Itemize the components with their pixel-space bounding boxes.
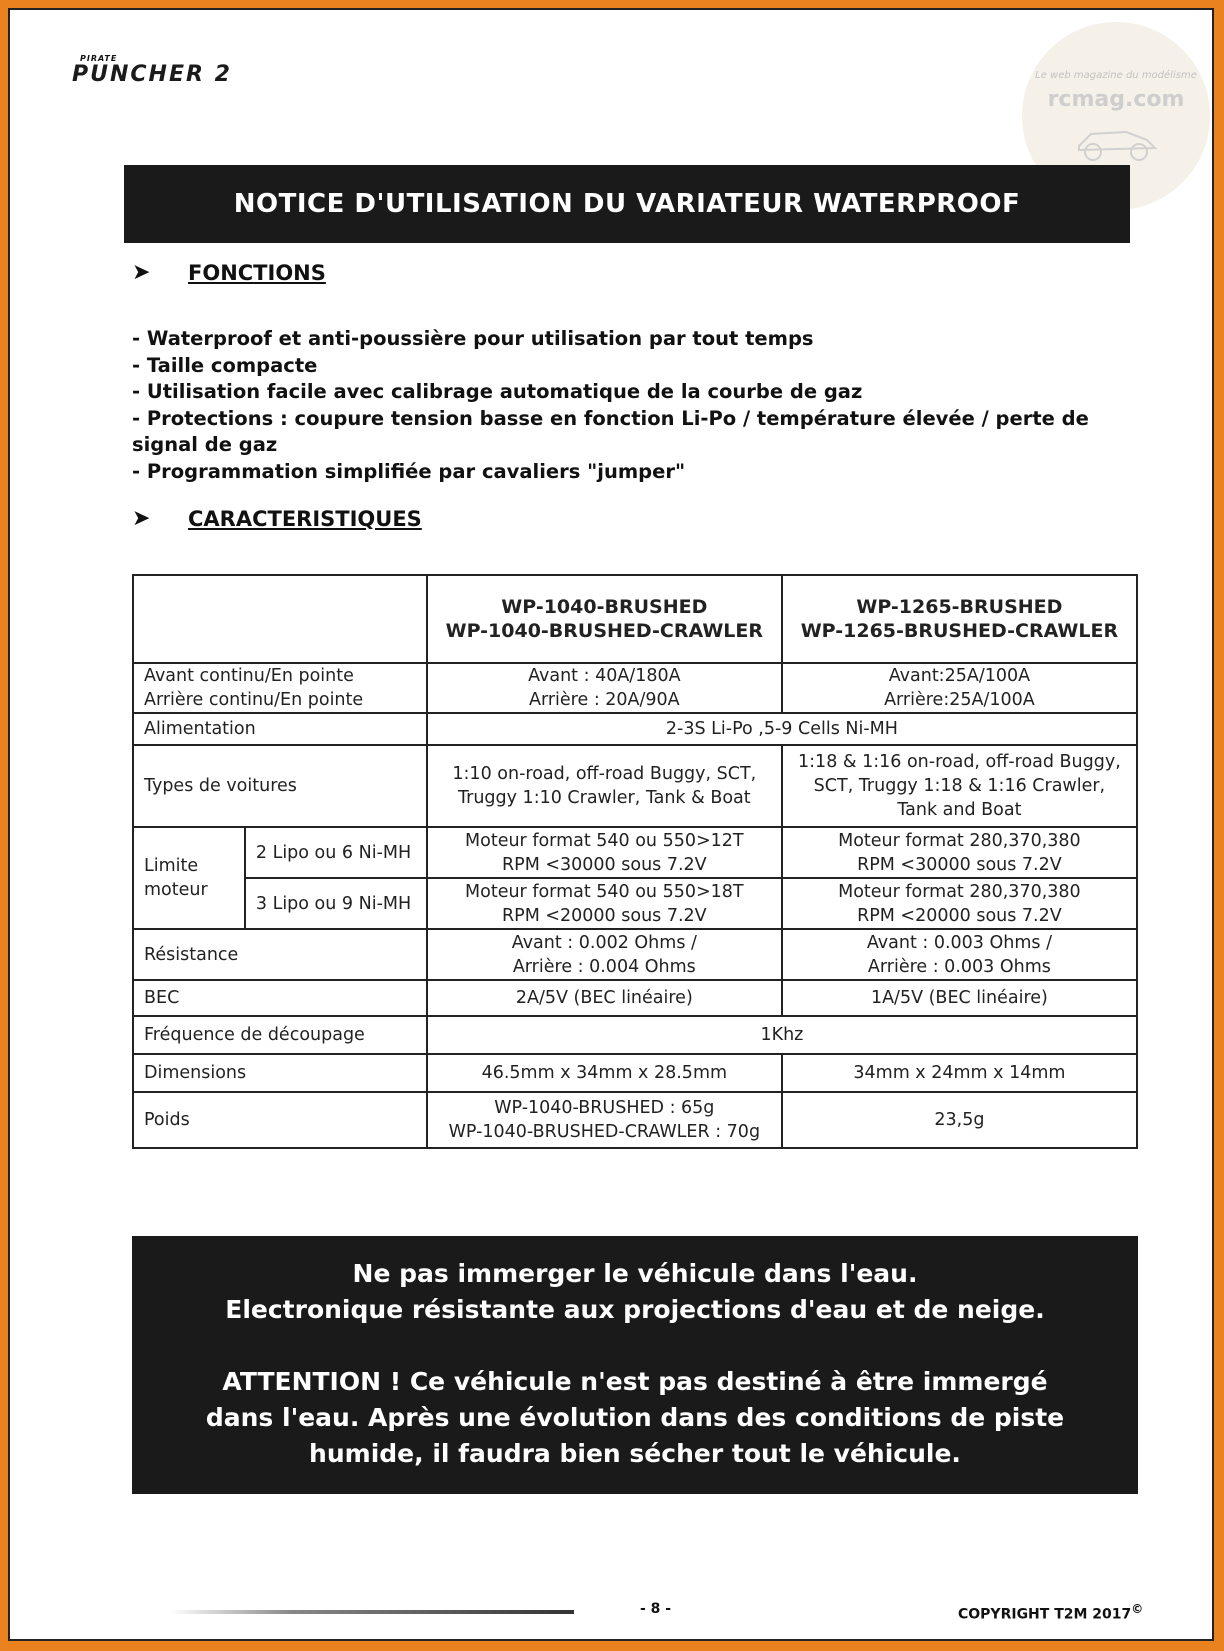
table-row bbox=[133, 1092, 1137, 1148]
list-item: - Programmation simplifiée par cavaliers "jumper" bbox=[132, 459, 686, 483]
specs-table bbox=[132, 574, 1138, 1149]
table-corner-cell bbox=[133, 575, 427, 663]
rc-car-icon bbox=[1071, 118, 1161, 162]
warning-paragraph: Ne pas immerger le véhicule dans l'eau. Electronique résistante aux projections d'eau et de neige. bbox=[225, 1259, 1045, 1324]
copyright-notice: COPYRIGHT T2M 2017© bbox=[958, 1602, 1144, 1623]
row-sublabel: 2 Lipo ou 6 Ni-MH bbox=[245, 827, 427, 878]
table-cell: Moteur format 540 ou 550>18T RPM <20000 sous 7.2V bbox=[427, 878, 782, 929]
table-row bbox=[133, 929, 1137, 980]
footer-divider bbox=[170, 1610, 574, 1614]
list-item: - Taille compacte bbox=[132, 353, 318, 377]
row-label: Fréquence de découpage bbox=[133, 1016, 427, 1054]
table-cell: Moteur format 280,370,380 RPM <20000 sous 7.2V bbox=[782, 878, 1137, 929]
section-heading: CARACTERISTIQUES bbox=[188, 506, 422, 531]
page-number: - 8 - bbox=[640, 1601, 672, 1617]
table-cell: 2A/5V (BEC linéaire) bbox=[427, 980, 782, 1016]
table-cell: 1A/5V (BEC linéaire) bbox=[782, 980, 1137, 1016]
table-cell: 2-3S Li-Po ,5-9 Cells Ni-MH bbox=[427, 713, 1137, 745]
features-list bbox=[132, 326, 1092, 485]
table-header-row bbox=[133, 575, 1137, 663]
table-cell: Avant:25A/100A Arrière:25A/100A bbox=[782, 663, 1137, 713]
table-cell: 34mm x 24mm x 14mm bbox=[782, 1054, 1137, 1092]
table-cell: Moteur format 540 ou 550>12T RPM <30000 sous 7.2V bbox=[427, 827, 782, 878]
section-fonctions bbox=[132, 260, 326, 285]
brand-tag: PIRATE bbox=[80, 54, 118, 63]
table-cell: Avant : 0.002 Ohms / Arrière : 0.004 Ohms bbox=[427, 929, 782, 980]
table-row bbox=[133, 1016, 1137, 1054]
watermark-tagline: Le web magazine du modélisme bbox=[1035, 70, 1197, 81]
watermark-site: rcmag.com bbox=[1047, 87, 1185, 112]
table-row bbox=[133, 745, 1137, 827]
table-cell: WP-1040-BRUSHED : 65g WP-1040-BRUSHED-CRAWLER : 70g bbox=[427, 1092, 782, 1148]
table-row bbox=[133, 980, 1137, 1016]
document-page bbox=[8, 8, 1214, 1641]
list-item: - Utilisation facile avec calibrage automatique de la courbe de gaz bbox=[132, 380, 863, 403]
row-label: Alimentation bbox=[133, 713, 427, 745]
row-label: Poids bbox=[133, 1092, 427, 1148]
column-header: WP-1265-BRUSHED WP-1265-BRUSHED-CRAWLER bbox=[782, 575, 1137, 663]
section-caracteristiques bbox=[132, 506, 422, 531]
table-row bbox=[133, 878, 1137, 929]
page-title: NOTICE D'UTILISATION DU VARIATEUR WATERPROOF bbox=[124, 165, 1130, 243]
row-label: BEC bbox=[133, 980, 427, 1016]
table-cell: Avant : 40A/180A Arrière : 20A/90A bbox=[427, 663, 782, 713]
row-label: Avant continu/En pointe Arrière continu/En pointe bbox=[133, 663, 427, 713]
table-row bbox=[133, 663, 1137, 713]
warning-paragraph: ATTENTION ! Ce véhicule n'est pas destiné à être immergé dans l'eau. Après une évolution dans des conditions de piste humide, il faudra bien sécher tout le véhicule. bbox=[205, 1367, 1065, 1468]
brand-logo: PUNCHER 2 bbox=[72, 62, 232, 87]
table-cell: 1Khz bbox=[427, 1016, 1137, 1054]
arrow-bullet-icon: ➤ bbox=[132, 260, 151, 285]
warning-box bbox=[132, 1236, 1138, 1494]
row-label: Résistance bbox=[133, 929, 427, 980]
row-label: Types de voitures bbox=[133, 745, 427, 827]
list-item: - Protections : coupure tension basse en fonction Li-Po / température élevée / perte de signal de gaz bbox=[132, 406, 1089, 456]
table-cell: Moteur format 280,370,380 RPM <30000 sous 7.2V bbox=[782, 827, 1137, 878]
row-label: Limite moteur bbox=[133, 827, 245, 929]
table-row bbox=[133, 1054, 1137, 1092]
table-cell: 23,5g bbox=[782, 1092, 1137, 1148]
table-row bbox=[133, 827, 1137, 878]
arrow-bullet-icon: ➤ bbox=[132, 506, 151, 531]
row-label: Dimensions bbox=[133, 1054, 427, 1092]
list-item: - Waterproof et anti-poussière pour utilisation par tout temps bbox=[132, 327, 814, 350]
table-cell: 46.5mm x 34mm x 28.5mm bbox=[427, 1054, 782, 1092]
table-cell: 1:18 & 1:16 on-road, off-road Buggy, SCT, Truggy 1:18 & 1:16 Crawler, Tank and Boat bbox=[782, 745, 1137, 827]
table-row bbox=[133, 713, 1137, 745]
copyright-symbol: © bbox=[1131, 1602, 1144, 1616]
section-heading: FONCTIONS bbox=[188, 260, 326, 285]
column-header: WP-1040-BRUSHED WP-1040-BRUSHED-CRAWLER bbox=[427, 575, 782, 663]
row-sublabel: 3 Lipo ou 9 Ni-MH bbox=[245, 878, 427, 929]
table-cell: 1:10 on-road, off-road Buggy, SCT, Truggy 1:10 Crawler, Tank & Boat bbox=[427, 745, 782, 827]
table-cell: Avant : 0.003 Ohms / Arrière : 0.003 Ohms bbox=[782, 929, 1137, 980]
